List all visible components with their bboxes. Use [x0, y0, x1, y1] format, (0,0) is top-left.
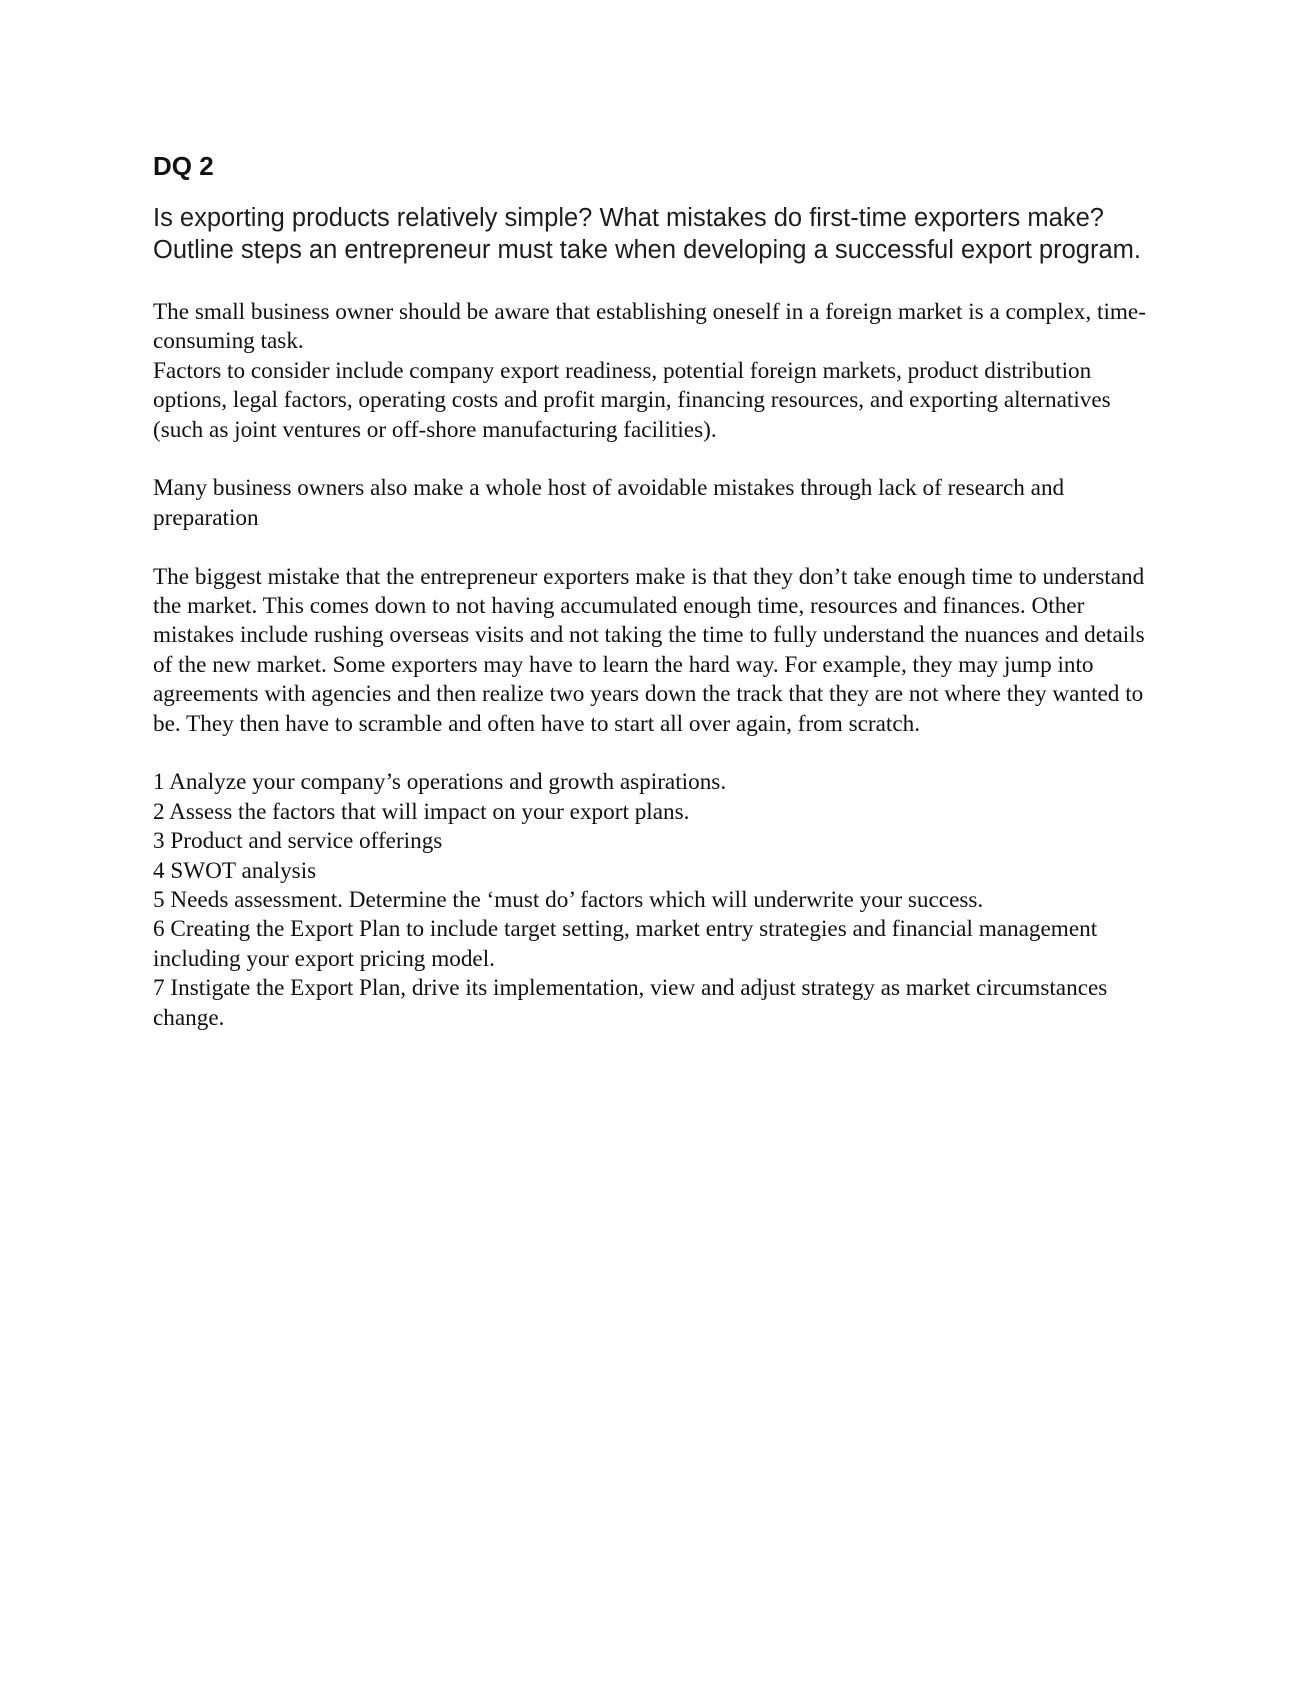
answer-body: [153, 298, 1163, 1033]
step-item: 7 Instigate the Export Plan, drive its implementation, view and adjust strategy as market circumstances change.: [153, 975, 1108, 1031]
document-content: [153, 150, 1163, 1033]
step-item: 6 Creating the Export Plan to include target setting, market entry strategies and financial management including your export pricing model.: [153, 916, 1098, 972]
paragraph-spacer: [153, 445, 1163, 474]
paragraph-spacer: [153, 739, 1163, 768]
paragraph-spacer: [153, 533, 1163, 562]
step-item: 5 Needs assessment. Determine the ‘must do’ factors which will underwrite your success.: [153, 887, 984, 914]
step-item: 4 SWOT analysis: [153, 857, 317, 884]
paragraph-mistakes-intro: Many business owners also make a whole host of avoidable mistakes through lack of research and preparation: [153, 475, 1065, 531]
step-item: 2 Assess the factors that will impact on your export plans.: [153, 798, 690, 825]
paragraph-biggest-mistake: The biggest mistake that the entrepreneur exporters make is that they don’t take enough time to understand the market. This comes down to not having accumulated enough time, resources and finances. Other mistakes include rushing overseas visits and not taking the time to fully understand the nuances and details of the new market. Some exporters may have to learn the hard way. For example, they may jump into agreements with agencies and then realize two years down the track that they are not where they wanted to be. They then have to scramble and often have to start all over again, from scratch.: [153, 563, 1145, 737]
paragraph-factors: Factors to consider include company export readiness, potential foreign markets, product distribution options, legal factors, operating costs and profit margin, financing resources, and exporting alternatives (such as joint ventures or off-shore manufacturing facilities).: [153, 357, 1111, 443]
paragraph-intro: The small business owner should be aware that establishing oneself in a foreign market is a complex, time-consuming task.: [153, 299, 1146, 355]
discussion-question: Is exporting products relatively simple? What mistakes do first-time exporters make? Outline steps an entrepreneur must take when developing a successful export program.: [153, 204, 1141, 264]
document-heading: DQ 2: [153, 151, 214, 181]
step-item: 1 Analyze your company’s operations and growth aspirations.: [153, 769, 727, 796]
steps-list: [153, 768, 1163, 1033]
step-item: 3 Product and service offerings: [153, 828, 443, 855]
